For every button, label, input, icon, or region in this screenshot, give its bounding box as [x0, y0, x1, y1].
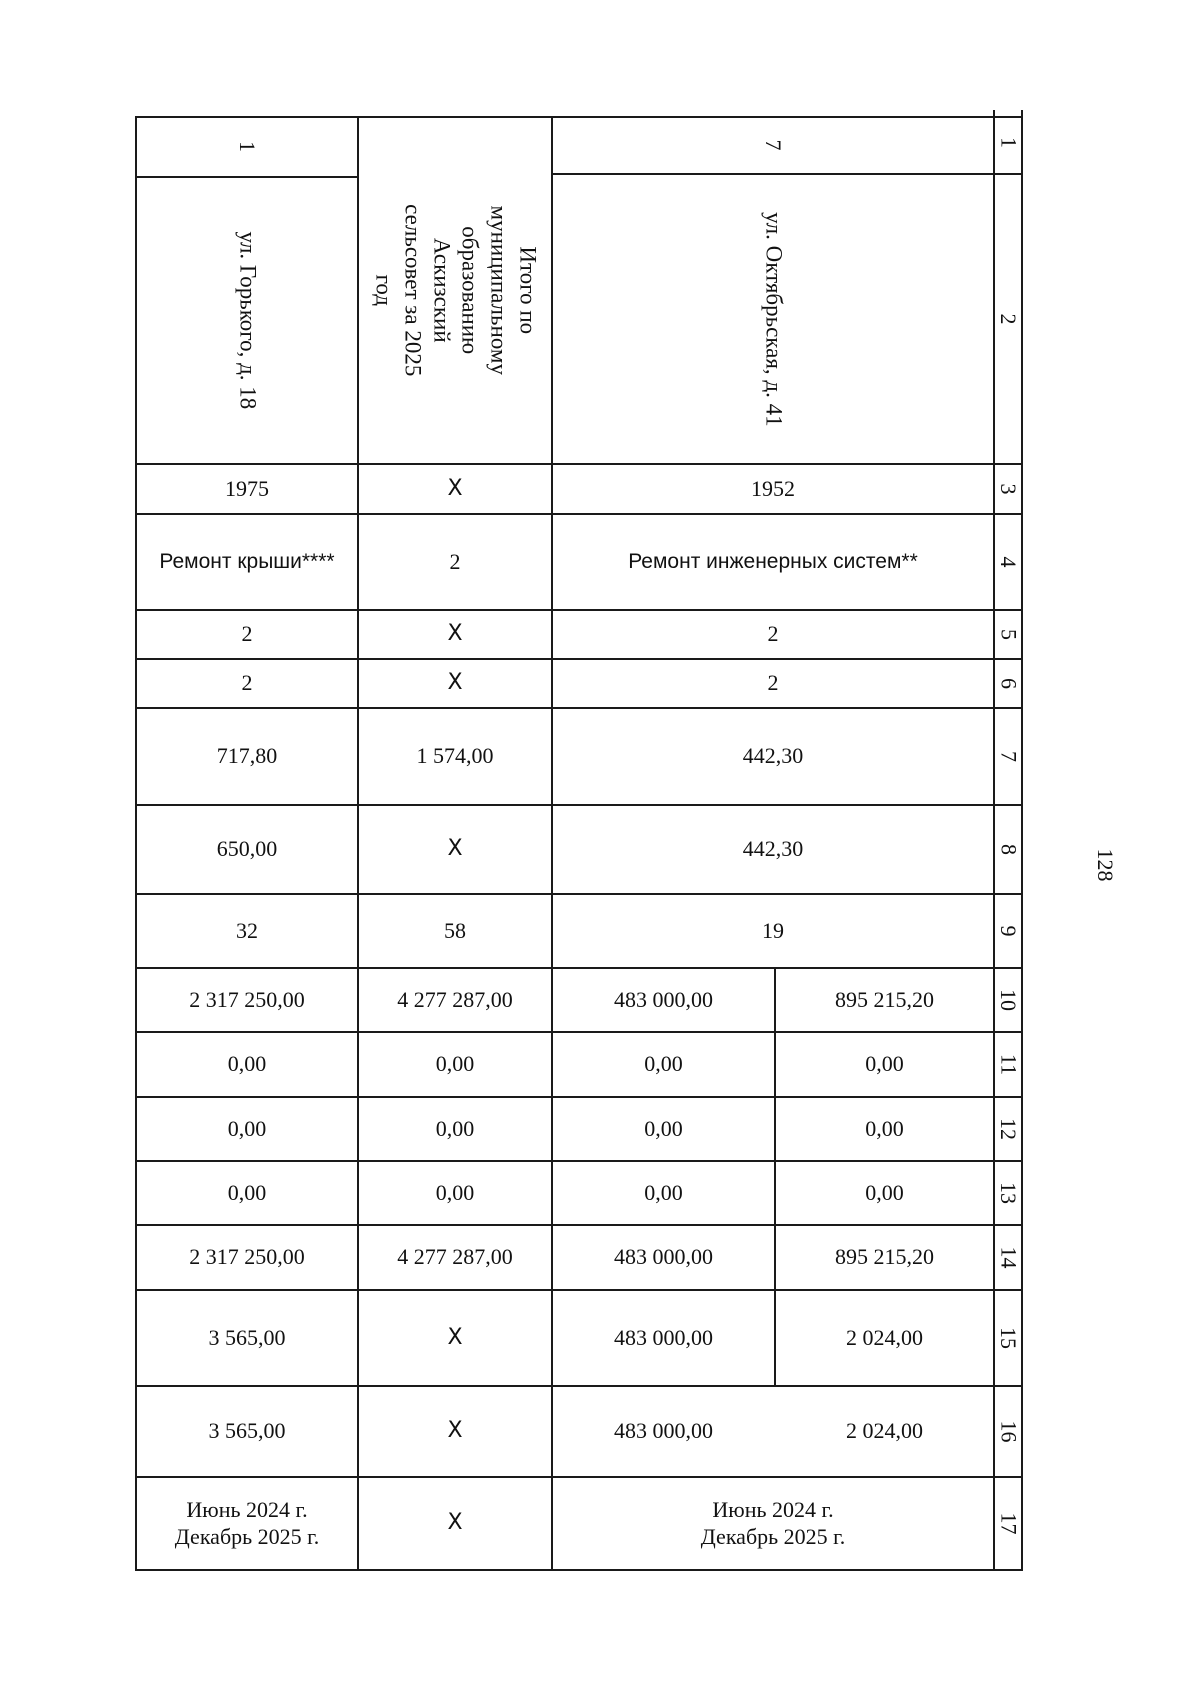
cell-r17-b-line1: Июнь 2024 г. — [712, 1497, 834, 1523]
header-total-label: Итого по муниципальному образованию Аскизский сельсовет за 2025 год — [371, 204, 541, 377]
cell-r11-a: 0,00 — [227, 1051, 267, 1077]
cell-r16-a: 3 565,00 — [208, 1418, 286, 1444]
colnum-9: 9 — [996, 925, 1022, 937]
cell-r17-total: X — [447, 1510, 463, 1536]
cell-year-total: X — [447, 475, 463, 501]
colnum-2: 2 — [996, 313, 1022, 325]
cell-r15-b2: 2 024,00 — [846, 1324, 923, 1350]
colnum-4: 4 — [996, 556, 1022, 568]
cell-r14-total: 4 277 287,00 — [397, 1244, 513, 1270]
cell-r17-a — [137, 1478, 357, 1569]
cell-r6-a: 2 — [241, 670, 253, 696]
colnum-17: 17 — [996, 1512, 1022, 1535]
cell-work-total: 2 — [449, 548, 461, 574]
cell-r10-total: 4 277 287,00 — [397, 986, 513, 1012]
cell-r12-total: 0,00 — [435, 1115, 475, 1141]
colnum-8: 8 — [996, 844, 1022, 855]
colnum-7: 7 — [996, 751, 1022, 762]
cell-r17-a-line2: Декабрь 2025 г. — [174, 1523, 320, 1549]
cell-r11-total: 0,00 — [435, 1051, 475, 1077]
cell-r15-a: 3 565,00 — [208, 1324, 286, 1350]
header-rownum-b: 7 — [761, 139, 787, 151]
header-address-b: ул. Октябрьская, д. 41 — [761, 211, 787, 427]
cell-r12-a: 0,00 — [227, 1115, 267, 1141]
cell-r14-a: 2 317 250,00 — [189, 1244, 305, 1270]
cell-r7-a: 717,80 — [216, 743, 278, 769]
cell-r13-a: 0,00 — [227, 1179, 267, 1205]
cell-r7-total: 1 574,00 — [416, 743, 494, 769]
colnum-15: 15 — [996, 1327, 1022, 1349]
cell-r12-b1: 0,00 — [644, 1115, 683, 1141]
cell-r9-a: 32 — [236, 917, 258, 943]
cell-r16-b1: 483 000,00 — [614, 1418, 713, 1444]
header-address-a-cell — [137, 178, 357, 463]
cell-r11-b1: 0,00 — [644, 1051, 683, 1077]
page-number: 128 — [1093, 848, 1118, 882]
cell-r17-a-line1: Июнь 2024 г. — [186, 1497, 308, 1523]
cell-r13-total: 0,00 — [435, 1179, 475, 1205]
header-total-cell — [359, 118, 551, 463]
colnum-12: 12 — [996, 1118, 1022, 1140]
colnum-10: 10 — [996, 989, 1022, 1011]
cell-r8-b: 442,30 — [742, 836, 804, 862]
cell-r10-b2: 895 215,20 — [835, 986, 934, 1012]
cell-year-b: 1952 — [751, 475, 795, 501]
cell-work-a: Ремонт крыши**** — [159, 550, 335, 574]
colnum-3: 3 — [996, 483, 1022, 495]
cell-r5-total: X — [447, 621, 463, 647]
colnum-16: 16 — [996, 1420, 1022, 1443]
cell-r6-total: X — [447, 670, 463, 696]
cell-r10-a: 2 317 250,00 — [189, 986, 305, 1012]
cell-r5-a: 2 — [241, 621, 253, 647]
table-border-bottom — [135, 1569, 1023, 1571]
colnum-11: 11 — [996, 1053, 1022, 1076]
cell-r7-b: 442,30 — [742, 743, 804, 769]
cell-r10-b1: 483 000,00 — [614, 986, 713, 1012]
cell-r14-b1: 483 000,00 — [614, 1244, 713, 1270]
header-address-a: ул. Горького, д. 18 — [235, 231, 261, 410]
cell-r13-b2: 0,00 — [865, 1179, 904, 1205]
colnum-5: 5 — [996, 629, 1022, 640]
header-rownum-a: 1 — [234, 141, 260, 152]
cell-r5-b: 2 — [767, 621, 779, 647]
cell-r9-b: 19 — [762, 917, 784, 943]
cell-r16-b2: 2 024,00 — [846, 1418, 923, 1444]
colnum-1: 1 — [996, 137, 1022, 148]
cell-r16-total: X — [447, 1418, 463, 1444]
cell-r15-total: X — [447, 1324, 463, 1350]
cell-r15-b1: 483 000,00 — [614, 1324, 713, 1350]
cell-r14-b2: 895 215,20 — [835, 1244, 934, 1270]
cell-r13-b1: 0,00 — [644, 1179, 683, 1205]
cell-r8-total: X — [447, 836, 463, 862]
colnum-14: 14 — [996, 1246, 1022, 1269]
colnum-13: 13 — [996, 1182, 1022, 1204]
cell-year-a: 1975 — [225, 475, 269, 501]
cell-r8-a: 650,00 — [216, 836, 278, 862]
cell-r6-b: 2 — [767, 670, 779, 696]
cell-r17-b-line2: Декабрь 2025 г. — [700, 1523, 846, 1549]
colnum-6: 6 — [996, 678, 1022, 689]
cell-work-b: Ремонт инженерных систем** — [628, 550, 918, 574]
cell-r17-b — [553, 1478, 993, 1569]
cell-r9-total: 58 — [444, 917, 466, 943]
cell-r12-b2: 0,00 — [865, 1115, 904, 1141]
cell-r11-b2: 0,00 — [865, 1051, 904, 1077]
